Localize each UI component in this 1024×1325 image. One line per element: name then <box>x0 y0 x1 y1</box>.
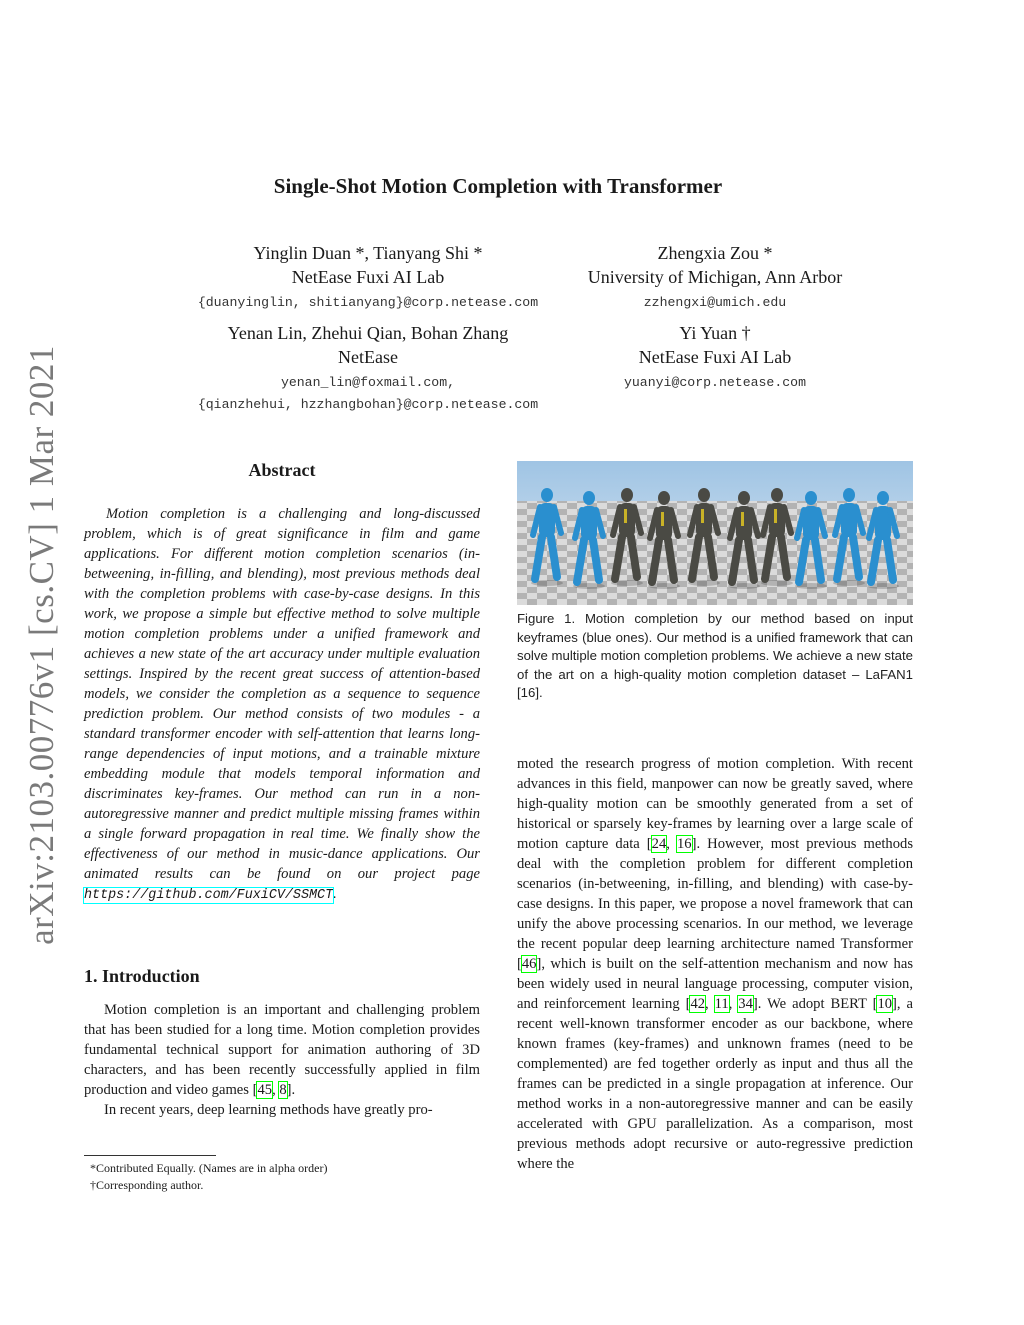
footnotes <box>90 1160 480 1194</box>
right-column-body: moted the research progress of motion completion. With recent advances in this field, manpower can now be greatly saved, where high-quality motion can be smoothly generated from a set of historical or sparsely key-frames by learning over a large scale of motion capture data [24, 16]. However, most previous methods deal with the completion problem for different completion scenarios (in-betweening, in-filling, and blending) with case-by-case designs. In this paper, we propose a novel framework that can unify the above processing scenarios. In our method, we leverage the recent popular deep learning architecture named Transformer [46], which is built on the self-attention mechanism and now has been widely used in neural language processing, computer vision, and reinforcement learning [42, 11, 34]. We adopt BERT [10], a recent well-known transformer encoder as our backbone, where known frames (key-frames) and unknown frames (need to be complemented) are fed together orderly as input and thus all the frames can be predicted in a single propagation at inference. Our method works in a non-autoregressive manner and can be easily accelerated with GPU parallelization. As a comparison, most previous methods adopt recursive or auto-regressive prediction where the <box>517 756 914 1172</box>
introduction-body <box>84 1000 480 1120</box>
author-names: Yi Yuan † <box>679 323 751 343</box>
author-group-1 <box>118 241 618 313</box>
citation[interactable]: 10 <box>877 996 893 1012</box>
citation[interactable]: 42 <box>690 996 706 1012</box>
author-names: Zhengxia Zou * <box>657 243 773 263</box>
author-email-2[interactable]: {qianzhehui, hzzhangbohan}@corp.netease.com <box>197 397 539 412</box>
footnote-2: †Corresponding author. <box>90 1178 204 1192</box>
intro-paragraph-1: Motion completion is an important and challenging problem that has been studied for a long time. Motion completion provides fundamental technical support for animation authoring of 3D characters, and has been recently successfully applied in film production and video games [45, 8]. <box>84 1002 480 1098</box>
abstract-body <box>84 504 480 906</box>
citation[interactable]: 45 <box>257 1082 273 1098</box>
author-affiliation: NetEase <box>338 347 398 367</box>
footnote-1: *Contributed Equally. (Names are in alpha order) <box>90 1161 328 1175</box>
author-affiliation: University of Michigan, Ann Arbor <box>587 267 843 287</box>
author-email[interactable]: yuanyi@corp.netease.com <box>623 375 807 390</box>
abstract-text: Motion completion is a challenging and long-discussed problem, which is of great significance in film and game applications. For different motion completion scenarios (in-betweening, in-filling, and blending), most previous methods deal with the completion problems with case-by-case designs. In this work, we propose a simple but effective method to solve multiple motion completion problems under a unified framework and achieves a new state of the art accuracy under multiple evaluation settings. Inspired by the recent great success of attention-based models, we consider the completion as a sequence to sequence prediction problem. Our method consists of two modules - a standard transformer encoder with self-attention that learns long-range dependencies of input motions, and a trainable mixture embedding module that models temporal information and discriminates key-frames. Our method can run in a non-autoregressive manner and predict multiple missing frames within a single forward propagation in real time. We finally show the effectiveness of our method in music-dance applications. Our animated results can be found on our project page <box>84 506 480 882</box>
author-affiliation: NetEase Fuxi AI Lab <box>638 347 792 367</box>
project-link[interactable]: https://github.com/FuxiCV/SSMCT <box>84 888 334 903</box>
citation[interactable]: 24 <box>651 836 667 852</box>
author-email[interactable]: {duanyinglin, shitianyang}@corp.netease.com <box>197 295 539 310</box>
introduction-heading: 1. Introduction <box>84 966 200 986</box>
citation[interactable]: 8 <box>279 1082 287 1098</box>
author-group-4 <box>555 321 875 393</box>
abstract-tail: . <box>333 886 337 902</box>
author-email[interactable]: zzhengxi@umich.edu <box>643 295 787 310</box>
footnote-rule <box>84 1155 216 1156</box>
author-names: Yenan Lin, Zhehui Qian, Bohan Zhang <box>227 323 509 343</box>
citation[interactable]: 46 <box>521 956 537 972</box>
intro-paragraph-2: In recent years, deep learning methods have greatly pro- <box>104 1102 433 1118</box>
citation[interactable]: 11 <box>714 996 729 1012</box>
author-group-3 <box>118 321 618 415</box>
author-names: Yinglin Duan *, Tianyang Shi * <box>253 243 483 263</box>
figure-caption: Figure 1. Motion completion by our method based on input keyframes (blue ones). Our method is a unified framework that can solve multiple motion completion problems. We achieve a new state of the art on a high-quality motion completion dataset – LaFAN1 [16]. <box>517 611 913 700</box>
author-group-2 <box>555 241 875 313</box>
paper-title: Single-Shot Motion Completion with Transformer <box>273 174 723 198</box>
citation[interactable]: 34 <box>738 996 753 1012</box>
citation[interactable]: 16 <box>676 836 692 852</box>
abstract-heading: Abstract <box>248 460 316 480</box>
author-email-1[interactable]: yenan_lin@foxmail.com, <box>280 375 456 390</box>
arxiv-id-text: arXiv:2103.00776v1 [cs.CV] 1 Mar 2021 <box>22 345 61 945</box>
figure-motion-completion <box>517 461 913 605</box>
arxiv-identifier <box>14 345 70 945</box>
author-affiliation: NetEase Fuxi AI Lab <box>291 267 445 287</box>
